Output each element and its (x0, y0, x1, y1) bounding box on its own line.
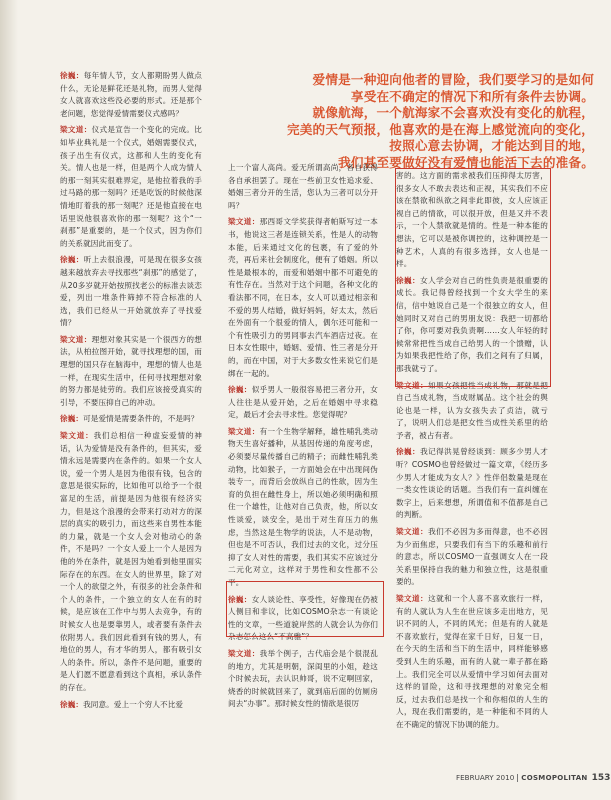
paragraph-text: 我记得洪晃曾经谈到：顾多少男人才听？COSMO也曾经做过一篇文章，《经历多少男人才能成为女人？》性伴侣数量是现在一类女性谈论的话题。当我们有一直纠缠在数字上，后来想想，所谓值和不值都是自己的判断。 (396, 447, 548, 520)
paragraph-text: 我们不必因为多而得意，也不必因为少而焦虑，只要我们有当下的乐趣和前行的意志，所以COSMO一直强调女人在一段关系里保持自我的魅力和独立性，这是很重要的。 (396, 527, 548, 587)
speaker-label: 徐巍： (228, 594, 252, 604)
pull-quote-line: 爱情是一种迎向他者的冒险，我们要学习的是如何 (312, 72, 594, 87)
paragraph-text: 理想对象其实是一个很西方的想法，从柏拉图开始，就寻找理想的国，而理想的国只存在脑海中，理想的情人也是一样，在现实生活中，任何寻找理想对象的努力都是徒劳的。我们应该接受真实的引导，不要压抑自己的冲动。 (60, 334, 202, 407)
paragraph-text: 这就和一个人喜不喜欢旅行一样，有的人就认为人生在世应该多走出地方，见识不同的人，不同的风光；但是有的人就是不喜欢旅行，觉得在家千日好，日复一日，在今天的生活和当下的生活中，同样能够感受到人生的乐趣，而有的人就一辈子都在路上。我们完全可以从爱情中学习如何去面对这样的冒险，这和寻找理想的对象完全相反，过去我们总是找一个和你相似的人生的人，现在我们需要的，是一种能和不同的人在不确定的情况下协调的能力。 (396, 594, 548, 729)
paragraph (228, 648, 378, 711)
paragraph (60, 70, 202, 120)
paragraph-text: 可是爱情是需要条件的，不是吗？ (83, 414, 199, 424)
paragraph (60, 413, 202, 426)
footer-divider (517, 774, 518, 782)
pull-quote (272, 72, 594, 172)
speaker-label: 梁文道： (396, 594, 429, 603)
paragraph-text: 如果女孩把性当成礼物，那就是把自己当成礼物，当成财属品。这个社会的舆论也是一样，认为女孩失去了贞洁，就亏了，说明人们总是把女性当成性关系里的给予者，被占有者。 (396, 380, 548, 440)
speaker-label: 徐巍： (60, 71, 84, 80)
paragraph (396, 446, 548, 522)
speaker-label: 徐巍： (60, 255, 84, 265)
pull-quote-line: 我们甚至要做好没有爱情也能活下去的准备。 (338, 154, 594, 170)
paragraph (60, 254, 202, 330)
speaker-label: 梁文道： (60, 125, 92, 135)
paragraph-text: 有一个生物学解释，雄性哺乳类动物天生喜好播种，从基因传递的角度考虑，必须要尽量传播自己的精子；而雌性哺乳类动物，比如猴子，一方面她会在中出现间伪装专一，而背后会放纵自己的性欲，因为生育的负担在雌性身上，所以她必须明确和照住一个雄性，让他对自己负责，他，所以女性谈爱，谈安全，是出于对生育压力的焦虑，当然这是生物学的说法，人不是动物，但也是不可否认，我们过去的文化，过分压抑了女人对性的需要，我们其实不应该过分二元化对立，这样对于男性和女性都不公平。 (228, 426, 378, 587)
paragraph (60, 334, 202, 410)
speaker-label: 梁文道： (228, 648, 260, 658)
paragraph (228, 162, 378, 212)
speaker-label: 梁文道： (60, 431, 94, 441)
speaker-label: 梁文道： (396, 380, 429, 390)
paragraph-text: 仪式是宣告一个变化的完成。比如毕业典礼是一个仪式，婚姻需要仪式，孩子出生有仪式，这都和人生的变化有关。情人也是一样，但是两个人成为情人的那一刻其实很难界定，是他拉着我的手过马路的那一刻吗？还是吃饭的时候他深情地盯着我的那一刻呢？还是他直接在电话里说他很喜欢你的那一刻呢？这个“一刹那”是重要的，是一个仪式，因为你们的关系就因此而变了。 (60, 125, 202, 248)
speaker-label: 徐巍： (60, 699, 84, 709)
paragraph-text: 害的。这方面的需求被我们压抑得太厉害，很多女人不敢去表达和正视，其实我们不应该在禁欲和纵欲之间非此即彼，女人应该正视自己的情欲，可以很开放，但是又并不表示，一个人禁欲就是情的。性是一种本能的想法，它可以是被你调控的，这种调控是一种艺术，人真的有很多选择，女人也是一样。 (396, 171, 548, 269)
paragraph-text: 上一个富人高尚。爱无所谓高尚，各自获得各自承担罢了。现在一些前卫女性追求爱、婚姻三者分开的生活，您认为三者可以分开吗？ (228, 163, 378, 210)
paragraph-text: 我们总相信一种虚妄爱情的神话，认为爱情是没有条件的，但其实，爱情永远是需要内在条件的。如果一个女人说，爱一个男人是因为他很有钱，包含的意思是很实际的，比如他可以给予一个很富足的生活，前提是因为他很有经济实力，但是这个浪漫的会带来打动对方的深层的真实的吸引力，而这些来自男性本能的力量，就是一个女人会对他动心的条件，不是吗？一个女人爱上一个人是因为他的外在条件，就是因为她看到他里面实际存在的东西。在女人的世界里，除了对一个人的欲望之外，有很多的社会条件和个人的条件，一个独立的女人在有的时候，是应该在工作中与男人去竞争，有的时候女人也是要靠男人，或者要有条件去依附男人。我们因此看到有钱的男人，有地位的男人，有才华的男人，都有吸引女人的条件。所以，条件不是问题，重要的是人们愿不愿意看到这个真相，承认条件的存在。 (60, 431, 202, 692)
issue-date: FEBRUARY 2010 (456, 773, 515, 782)
speaker-label: 徐巍： (396, 275, 421, 285)
paragraph-text: 我同意。爱上一个穷人不比爱 (83, 699, 184, 709)
paragraph-text: 女人谈论性、享受性，好像现在仍被人侧目和非议，比如COSMO杂志一有谈论性的文章，一些道貌岸然的人就会认为你们杂志怎么这么“不高雅”？ (228, 594, 378, 642)
speaker-label: 徐巍： (228, 385, 252, 395)
magazine-name: COSMOPOLITAN (521, 774, 588, 782)
paragraph-text: 女人学会对自己的性负责是很重要的成长。我记得曾经找到一个女大学生的来信，信中她说自己是一个很独立的女人，但她同时又对自己的男朋友说：我把一切都给了你，你可要对我负责啊……女人年轻的时候常常把性当成自己给男人的一个馈赠，认为如果我把性给了你，我们之间有了归属，那我就亏了。 (396, 275, 548, 373)
page-number: 153 (591, 773, 611, 783)
paragraph (228, 216, 378, 380)
speaker-label: 梁文道： (60, 334, 92, 344)
paragraph-text: 那西哥文学奖获得者帕斯写过一本书，他说这三者是连锁关系，性是人的动物本能，后来通过文化的包裹，有了爱的外壳，再后来社会制度化，便有了婚姻。所以性是最根本的，而爱和婚姻中都不可避免的有性存在。当然对于这个问题，各种文化的看法都不同，在日本，女人可以通过相亲和不爱的男人结婚，做好妈妈，好太太，然后在外面有一个很爱的情人，偶尔还可能和一个有性吸引力的男同事去汽车酒店过夜。在日本女性眼中，婚姻、爱情、性三者是分开的，而在中国，对于大多数女性来说它们是绑在一起的。 (228, 217, 378, 378)
paragraph (60, 124, 202, 250)
pull-quote-line: 享受在不确定的情况下和所有条件去协调。 (350, 88, 594, 104)
page-gutter-shadow (0, 0, 18, 800)
text-column-2 (228, 162, 378, 778)
paragraph (228, 426, 378, 590)
paragraph (228, 384, 378, 422)
speaker-label: 梁文道： (396, 527, 429, 537)
paragraph (396, 275, 548, 376)
paragraph (60, 699, 202, 712)
pull-quote-line: 就像航海，一个航海家不会喜欢没有变化的航程， (312, 105, 594, 121)
speaker-label: 梁文道： (228, 426, 260, 436)
paragraph (396, 593, 548, 732)
paragraph-text: 我举个例子，古代庙会是个很混乱的地方，尤其是明朝，深闺里的小姐，趁这个时候去玩，去认识帅哥，说不定啊回家，烧香的时候就回来了，就到庙后面的仿厕房间去“办事”。那时候女性的情欲是很厉 (228, 648, 378, 709)
pull-quote-line: 按照心意去协调，才能达到目的地， (389, 138, 594, 154)
paragraph (396, 170, 548, 271)
paragraph-text: 每年情人节，女人都期盼男人做点什么，无论是鲜花还是礼物，而男人觉得女人就喜欢这些没必要的形式。还是那个老问题，您觉得爱情需要仪式感吗？ (60, 71, 202, 118)
paragraph (60, 430, 202, 694)
paragraph-text: 听上去很浪漫，可是现在很多女孩越来越放弃去寻找那些“刹那”的感觉了，从20多岁就开始按照找老公的标准去谈恋爱，列出一堆条件筛掉不符合标准的人选，我们已经从一开始就放弃了寻找爱情？ (60, 255, 202, 328)
page-footer (456, 773, 611, 787)
text-column-1 (60, 70, 202, 778)
pull-quote-line: 完美的天气预报，他喜欢的是在海上感觉流向的变化， (286, 121, 594, 137)
speaker-label: 徐巍： (396, 447, 421, 457)
speaker-label: 梁文道： (228, 217, 260, 227)
text-column-3 (396, 170, 548, 778)
paragraph-text: 似乎男人一般很容易把三者分开，女人往往是从爱开始，之后在婚姻中寻求稳定，最后才会去寻求性。您觉得呢？ (228, 385, 378, 420)
paragraph (228, 594, 378, 644)
speaker-label: 徐巍： (60, 414, 84, 424)
paragraph (396, 380, 548, 443)
paragraph (396, 526, 548, 589)
